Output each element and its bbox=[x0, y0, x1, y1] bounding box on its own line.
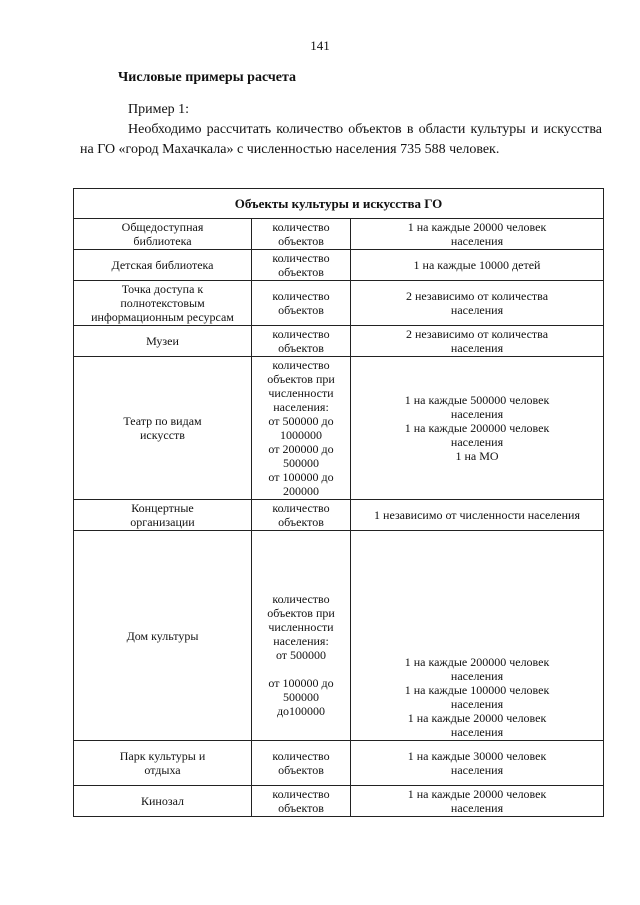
table-row bbox=[74, 219, 604, 250]
cell-line: объектов bbox=[278, 303, 324, 317]
table-row bbox=[74, 281, 604, 326]
measure-cell bbox=[252, 326, 351, 357]
example-label: Пример 1: bbox=[128, 102, 190, 117]
object-name-cell bbox=[74, 281, 252, 326]
norm-cell bbox=[351, 786, 604, 817]
cell-line: объектов bbox=[278, 234, 324, 248]
cell-line: 1000000 bbox=[280, 428, 322, 442]
cell-line: 500000 bbox=[283, 456, 319, 470]
cell-line: населения bbox=[450, 801, 504, 815]
cell-line: населения bbox=[450, 234, 504, 248]
cell-line: Общедоступная bbox=[121, 220, 204, 234]
cell-line: Музеи bbox=[146, 334, 179, 348]
norm-cell bbox=[351, 219, 604, 250]
cell-line: 1 на каждые 20000 человек bbox=[407, 787, 547, 801]
cell-line: объектов bbox=[278, 265, 324, 279]
task-paragraph: Необходимо рассчитать количество объектов в области культуры и искусства на ГО «город Махачкала» с численностью населения 735 588 человек. bbox=[80, 122, 602, 157]
table-row bbox=[74, 250, 604, 281]
cell-line: количество bbox=[272, 592, 330, 606]
measure-cell bbox=[252, 281, 351, 326]
cell-line: Концертные bbox=[131, 501, 194, 515]
cell-line: населения bbox=[450, 341, 504, 355]
measure-cell bbox=[252, 219, 351, 250]
cell-line: количество bbox=[272, 749, 330, 763]
cell-line: 1 на каждые 20000 человек bbox=[407, 220, 547, 234]
cell-line: 1 на каждые 30000 человек bbox=[407, 749, 547, 763]
cell-line: 1 на каждые 100000 человек bbox=[404, 683, 550, 697]
object-name-cell bbox=[74, 500, 252, 531]
cell-line: численности bbox=[268, 386, 334, 400]
cell-line: населения bbox=[450, 407, 504, 421]
cell-line: количество bbox=[272, 501, 330, 515]
cell-line: населения bbox=[450, 763, 504, 777]
cell-line: населения bbox=[450, 697, 504, 711]
table-row bbox=[74, 357, 604, 500]
norm-cell bbox=[351, 741, 604, 786]
culture-objects-table bbox=[73, 188, 604, 817]
cell-line: объектов bbox=[278, 515, 324, 529]
norm-cell bbox=[351, 326, 604, 357]
norm-cell bbox=[351, 281, 604, 326]
cell-line: 1 на каждые 20000 человек bbox=[407, 711, 547, 725]
table-row bbox=[74, 531, 604, 741]
cell-line: численности bbox=[268, 620, 334, 634]
cell-line bbox=[255, 662, 347, 676]
cell-line: количество bbox=[272, 327, 330, 341]
cell-line: количество bbox=[272, 251, 330, 265]
cell-line: от 100000 до bbox=[268, 470, 334, 484]
cell-line: количество bbox=[272, 358, 330, 372]
measure-cell bbox=[252, 786, 351, 817]
cell-line: населения bbox=[450, 435, 504, 449]
cell-line: 1 независимо от численности населения bbox=[374, 508, 580, 522]
object-name-cell bbox=[74, 219, 252, 250]
cell-line: информационным ресурсам bbox=[91, 310, 234, 324]
cell-line: 1 на каждые 500000 человек bbox=[404, 393, 550, 407]
cell-line: 1 на каждые 200000 человек bbox=[404, 655, 550, 669]
cell-line: 1 на каждые 200000 человек bbox=[404, 421, 550, 435]
cell-line: Театр по видам bbox=[123, 414, 202, 428]
cell-line: объектов bbox=[278, 801, 324, 815]
cell-line: Детская библиотека bbox=[111, 258, 214, 272]
object-name-cell bbox=[74, 357, 252, 500]
object-name-cell bbox=[74, 786, 252, 817]
cell-line: населения: bbox=[273, 400, 329, 414]
cell-line: количество bbox=[272, 289, 330, 303]
cell-line: полнотекстовым bbox=[120, 296, 205, 310]
cell-line: от 100000 до bbox=[268, 676, 334, 690]
cell-line: от 500000 до bbox=[268, 414, 334, 428]
cell-line: населения bbox=[450, 725, 504, 739]
cell-line: Парк культуры и bbox=[119, 749, 206, 763]
norm-cell bbox=[351, 250, 604, 281]
cell-line: организации bbox=[130, 515, 195, 529]
measure-cell bbox=[252, 500, 351, 531]
cell-line: до100000 bbox=[276, 704, 326, 718]
table-row bbox=[74, 786, 604, 817]
cell-line: 2 независимо от количества bbox=[406, 289, 549, 303]
section-heading: Числовые примеры расчета bbox=[118, 70, 297, 85]
cell-line: от 500000 bbox=[275, 648, 327, 662]
measure-cell bbox=[252, 357, 351, 500]
norm-cell bbox=[351, 357, 604, 500]
norm-cell bbox=[351, 531, 604, 741]
cell-line: Дом культуры bbox=[126, 628, 199, 643]
object-name-cell bbox=[74, 250, 252, 281]
cell-line: от 200000 до bbox=[268, 442, 334, 456]
page-number: 141 bbox=[310, 38, 330, 53]
table-row bbox=[74, 500, 604, 531]
cell-line: отдыха bbox=[144, 763, 181, 777]
object-name-cell bbox=[74, 741, 252, 786]
cell-line: 1 на МО bbox=[455, 449, 499, 463]
table-row bbox=[74, 741, 604, 786]
cell-line: населения bbox=[450, 669, 504, 683]
cell-line: населения bbox=[450, 303, 504, 317]
cell-line: объектов при bbox=[267, 606, 335, 620]
cell-line: Точка доступа к bbox=[121, 282, 204, 296]
cell-line: 500000 bbox=[283, 690, 319, 704]
cell-line: количество bbox=[272, 220, 330, 234]
cell-line: населения: bbox=[273, 634, 329, 648]
object-name-cell bbox=[74, 326, 252, 357]
table-row bbox=[74, 326, 604, 357]
table-title-row bbox=[74, 189, 604, 219]
object-name-cell bbox=[74, 531, 252, 741]
cell-line: объектов при bbox=[267, 372, 335, 386]
norm-cell bbox=[351, 500, 604, 531]
cell-line: 200000 bbox=[283, 484, 319, 498]
measure-cell bbox=[252, 741, 351, 786]
cell-line: 1 на каждые 10000 детей bbox=[413, 258, 541, 272]
cell-line: количество bbox=[272, 787, 330, 801]
measure-cell bbox=[252, 531, 351, 741]
cell-line: искусств bbox=[140, 428, 185, 442]
cell-line: 2 независимо от количества bbox=[406, 327, 549, 341]
cell-line: объектов bbox=[278, 341, 324, 355]
cell-line: Кинозал bbox=[140, 794, 184, 808]
cell-line: объектов bbox=[278, 763, 324, 777]
measure-cell bbox=[252, 250, 351, 281]
table-title: Объекты культуры и искусства ГО bbox=[74, 189, 604, 219]
cell-line: библиотека bbox=[133, 234, 192, 248]
